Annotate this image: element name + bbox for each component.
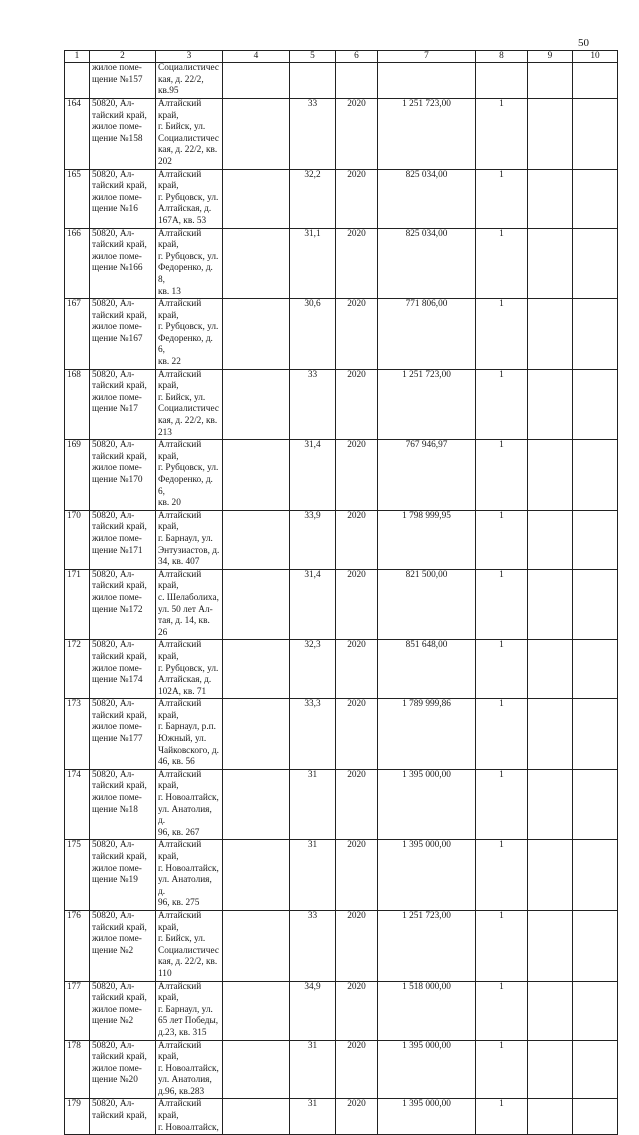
object-name: 50820, Ал- тайский край, жилое поме- щение №170	[90, 440, 156, 511]
column-10-cell	[573, 440, 618, 511]
header-cell-5: 5	[290, 51, 336, 63]
column-10-cell	[573, 840, 618, 911]
row-number: 174	[65, 769, 90, 840]
quantity-cell: 1	[476, 99, 528, 170]
row-number: 173	[65, 699, 90, 770]
column-4-cell	[223, 228, 290, 299]
column-4-cell	[223, 440, 290, 511]
value-cell: 1 395 000,00	[378, 840, 476, 911]
object-name: 50820, Ал- тайский край, жилое поме- щение №166	[90, 228, 156, 299]
object-address: Алтайский край, г. Новоалтайск, ул. Анатолия, д. 96, кв. 275	[156, 840, 223, 911]
column-4-cell	[223, 510, 290, 569]
quantity-cell: 1	[476, 440, 528, 511]
row-number: 167	[65, 299, 90, 370]
area-cell: 33,3	[290, 699, 336, 770]
object-address: Алтайский край, г. Рубцовск, ул. Алтайская, д. 102А, кв. 71	[156, 640, 223, 699]
object-address: Алтайский край, г. Рубцовск, ул. Федоренко, д. 6, кв. 20	[156, 440, 223, 511]
column-9-cell	[528, 299, 573, 370]
quantity-cell: 1	[476, 569, 528, 640]
object-name: 50820, Ал- тайский край, жилое поме- щение №158	[90, 99, 156, 170]
column-4-cell	[223, 369, 290, 440]
year-cell: 2020	[336, 699, 378, 770]
column-10-cell	[573, 63, 618, 99]
column-9-cell	[528, 369, 573, 440]
table-row	[65, 840, 618, 911]
value-cell: 825 034,00	[378, 228, 476, 299]
area-cell: 32,3	[290, 640, 336, 699]
year-cell: 2020	[336, 1099, 378, 1135]
column-9-cell	[528, 840, 573, 911]
table-row	[65, 369, 618, 440]
object-name: 50820, Ал- тайский край, жилое поме- щение №171	[90, 510, 156, 569]
object-address: Алтайский край, г. Бийск, ул. Социалистичес кая, д. 22/2, кв. 110	[156, 910, 223, 981]
value-cell	[378, 63, 476, 99]
object-name: 50820, Ал- тайский край, жилое поме- щение №18	[90, 769, 156, 840]
area-cell: 31,4	[290, 569, 336, 640]
table-body	[65, 51, 618, 1135]
row-number: 164	[65, 99, 90, 170]
column-9-cell	[528, 440, 573, 511]
header-cell-4: 4	[223, 51, 290, 63]
quantity-cell: 1	[476, 299, 528, 370]
column-4-cell	[223, 640, 290, 699]
header-cell-9: 9	[528, 51, 573, 63]
quantity-cell: 1	[476, 699, 528, 770]
row-number: 171	[65, 569, 90, 640]
year-cell: 2020	[336, 299, 378, 370]
column-9-cell	[528, 699, 573, 770]
header-cell-3: 3	[156, 51, 223, 63]
column-9-cell	[528, 640, 573, 699]
object-address: Алтайский край, г. Барнаул, ул. Энтузиастов, д. 34, кв. 407	[156, 510, 223, 569]
column-4-cell	[223, 840, 290, 911]
value-cell: 1 395 000,00	[378, 769, 476, 840]
header-cell-10: 10	[573, 51, 618, 63]
quantity-cell: 1	[476, 840, 528, 911]
area-cell: 32,2	[290, 169, 336, 228]
value-cell: 1 251 723,00	[378, 99, 476, 170]
quantity-cell	[476, 63, 528, 99]
object-name: жилое поме- щение №157	[90, 63, 156, 99]
object-name: 50820, Ал- тайский край, жилое поме- щение №172	[90, 569, 156, 640]
area-cell: 31	[290, 840, 336, 911]
column-9-cell	[528, 1099, 573, 1135]
column-4-cell	[223, 699, 290, 770]
column-9-cell	[528, 1040, 573, 1099]
year-cell: 2020	[336, 640, 378, 699]
quantity-cell: 1	[476, 228, 528, 299]
column-10-cell	[573, 169, 618, 228]
table-row	[65, 769, 618, 840]
value-cell: 771 806,00	[378, 299, 476, 370]
object-address: Алтайский край, г. Новоалтайск,	[156, 1099, 223, 1135]
column-10-cell	[573, 640, 618, 699]
area-cell: 30,6	[290, 299, 336, 370]
column-4-cell	[223, 1099, 290, 1135]
year-cell: 2020	[336, 1040, 378, 1099]
column-10-cell	[573, 510, 618, 569]
area-cell: 31	[290, 1099, 336, 1135]
quantity-cell: 1	[476, 640, 528, 699]
row-number	[65, 63, 90, 99]
year-cell: 2020	[336, 981, 378, 1040]
header-cell-1: 1	[65, 51, 90, 63]
column-9-cell	[528, 99, 573, 170]
area-cell: 31,4	[290, 440, 336, 511]
value-cell: 825 034,00	[378, 169, 476, 228]
object-name: 50820, Ал- тайский край, жилое поме- щение №174	[90, 640, 156, 699]
table-row	[65, 1099, 618, 1135]
column-9-cell	[528, 510, 573, 569]
year-cell: 2020	[336, 840, 378, 911]
row-number: 169	[65, 440, 90, 511]
row-number: 166	[65, 228, 90, 299]
object-address: Алтайский край, г. Рубцовск, ул. Федоренко, д. 6, кв. 22	[156, 299, 223, 370]
table-row	[65, 640, 618, 699]
year-cell: 2020	[336, 510, 378, 569]
row-number: 178	[65, 1040, 90, 1099]
table-row	[65, 510, 618, 569]
year-cell: 2020	[336, 769, 378, 840]
table-row	[65, 569, 618, 640]
column-4-cell	[223, 1040, 290, 1099]
table-row	[65, 299, 618, 370]
value-cell: 1 251 723,00	[378, 369, 476, 440]
quantity-cell: 1	[476, 369, 528, 440]
object-name: 50820, Ал- тайский край, жилое поме- щение №2	[90, 910, 156, 981]
column-9-cell	[528, 910, 573, 981]
column-10-cell	[573, 769, 618, 840]
quantity-cell: 1	[476, 510, 528, 569]
area-cell: 31	[290, 769, 336, 840]
value-cell: 1 518 000,00	[378, 981, 476, 1040]
property-registry-table	[64, 50, 618, 1135]
row-number: 175	[65, 840, 90, 911]
object-address: Алтайский край, г. Бийск, ул. Социалистичес кая, д. 22/2, кв. 202	[156, 99, 223, 170]
area-cell: 34,9	[290, 981, 336, 1040]
column-9-cell	[528, 769, 573, 840]
object-name: 50820, Ал- тайский край,	[90, 1099, 156, 1135]
column-10-cell	[573, 981, 618, 1040]
column-10-cell	[573, 699, 618, 770]
row-number: 176	[65, 910, 90, 981]
column-4-cell	[223, 910, 290, 981]
object-name: 50820, Ал- тайский край, жилое поме- щение №19	[90, 840, 156, 911]
row-number: 165	[65, 169, 90, 228]
column-9-cell	[528, 169, 573, 228]
table-row	[65, 228, 618, 299]
area-cell: 31,1	[290, 228, 336, 299]
column-4-cell	[223, 299, 290, 370]
object-address: Алтайский край, с. Шелаболиха, ул. 50 лет Ал- тая, д. 14, кв. 26	[156, 569, 223, 640]
table-row	[65, 63, 618, 99]
area-cell: 33	[290, 910, 336, 981]
year-cell	[336, 63, 378, 99]
page-number: 50	[578, 37, 589, 49]
area-cell: 31	[290, 1040, 336, 1099]
object-address: Алтайский край, г. Бийск, ул. Социалистичес кая, д. 22/2, кв. 213	[156, 369, 223, 440]
object-name: 50820, Ал- тайский край, жилое поме- щение №16	[90, 169, 156, 228]
object-name: 50820, Ал- тайский край, жилое поме- щение №20	[90, 1040, 156, 1099]
area-cell: 33	[290, 369, 336, 440]
column-4-cell	[223, 169, 290, 228]
header-cell-2: 2	[90, 51, 156, 63]
value-cell: 821 500,00	[378, 569, 476, 640]
year-cell: 2020	[336, 910, 378, 981]
year-cell: 2020	[336, 99, 378, 170]
header-cell-7: 7	[378, 51, 476, 63]
object-address: Алтайский край, г. Рубцовск, ул. Федоренко, д. 8, кв. 13	[156, 228, 223, 299]
column-10-cell	[573, 1040, 618, 1099]
year-cell: 2020	[336, 440, 378, 511]
object-address: Социалистичес кая, д. 22/2, кв.95	[156, 63, 223, 99]
column-4-cell	[223, 99, 290, 170]
table-row	[65, 699, 618, 770]
column-9-cell	[528, 63, 573, 99]
table-row	[65, 440, 618, 511]
area-cell: 33	[290, 99, 336, 170]
year-cell: 2020	[336, 228, 378, 299]
column-4-cell	[223, 769, 290, 840]
object-name: 50820, Ал- тайский край, жилое поме- щение №177	[90, 699, 156, 770]
row-number: 177	[65, 981, 90, 1040]
quantity-cell: 1	[476, 1099, 528, 1135]
column-9-cell	[528, 228, 573, 299]
value-cell: 1 251 723,00	[378, 910, 476, 981]
quantity-cell: 1	[476, 981, 528, 1040]
column-10-cell	[573, 910, 618, 981]
column-10-cell	[573, 569, 618, 640]
value-cell: 851 648,00	[378, 640, 476, 699]
object-name: 50820, Ал- тайский край, жилое поме- щение №167	[90, 299, 156, 370]
column-4-cell	[223, 63, 290, 99]
column-10-cell	[573, 228, 618, 299]
header-row	[65, 51, 618, 63]
value-cell: 1 395 000,00	[378, 1099, 476, 1135]
column-10-cell	[573, 1099, 618, 1135]
row-number: 168	[65, 369, 90, 440]
value-cell: 1 789 999,86	[378, 699, 476, 770]
year-cell: 2020	[336, 169, 378, 228]
column-9-cell	[528, 569, 573, 640]
quantity-cell: 1	[476, 769, 528, 840]
object-name: 50820, Ал- тайский край, жилое поме- щение №2	[90, 981, 156, 1040]
area-cell	[290, 63, 336, 99]
table-row	[65, 169, 618, 228]
header-cell-6: 6	[336, 51, 378, 63]
quantity-cell: 1	[476, 910, 528, 981]
row-number: 170	[65, 510, 90, 569]
object-address: Алтайский край, г. Новоалтайск, ул. Анатолия, д.96, кв.283	[156, 1040, 223, 1099]
header-cell-8: 8	[476, 51, 528, 63]
table-row	[65, 99, 618, 170]
object-address: Алтайский край, г. Барнаул, р.п. Южный, ул. Чайковского, д. 46, кв. 56	[156, 699, 223, 770]
object-name: 50820, Ал- тайский край, жилое поме- щение №17	[90, 369, 156, 440]
value-cell: 1 798 999,95	[378, 510, 476, 569]
year-cell: 2020	[336, 369, 378, 440]
table-row	[65, 910, 618, 981]
column-4-cell	[223, 981, 290, 1040]
value-cell: 767 946,97	[378, 440, 476, 511]
row-number: 179	[65, 1099, 90, 1135]
column-10-cell	[573, 99, 618, 170]
column-4-cell	[223, 569, 290, 640]
quantity-cell: 1	[476, 1040, 528, 1099]
column-10-cell	[573, 369, 618, 440]
column-9-cell	[528, 981, 573, 1040]
row-number: 172	[65, 640, 90, 699]
table-row	[65, 1040, 618, 1099]
quantity-cell: 1	[476, 169, 528, 228]
object-address: Алтайский край, г. Барнаул, ул. 65 лет Победы, д.23, кв. 315	[156, 981, 223, 1040]
object-address: Алтайский край, г. Рубцовск, ул. Алтайская, д. 167А, кв. 53	[156, 169, 223, 228]
year-cell: 2020	[336, 569, 378, 640]
table-row	[65, 981, 618, 1040]
object-address: Алтайский край, г. Новоалтайск, ул. Анатолия, д. 96, кв. 267	[156, 769, 223, 840]
column-10-cell	[573, 299, 618, 370]
value-cell: 1 395 000,00	[378, 1040, 476, 1099]
area-cell: 33,9	[290, 510, 336, 569]
